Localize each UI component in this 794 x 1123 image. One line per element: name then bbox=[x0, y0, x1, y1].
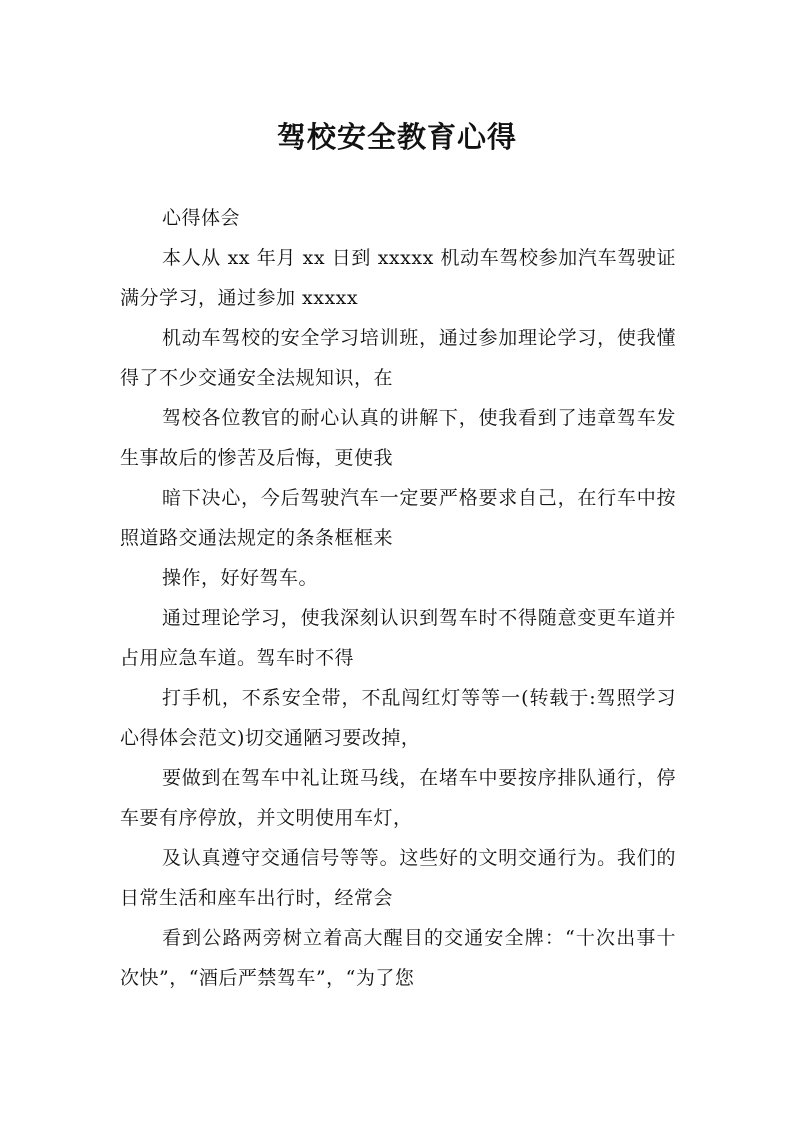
paragraph-8: 打手机，不系安全带，不乱闯红灯等等一(转载于:驾照学习心得体会范文)切交通陋习要改掉， bbox=[120, 687, 676, 749]
document-title: 驾校安全教育心得 bbox=[276, 120, 517, 155]
document-body bbox=[120, 198, 676, 998]
paragraph-10: 及认真遵守交通信号等等。这些好的文明交通行为。我们的日常生活和座车出行时，经常会 bbox=[120, 847, 676, 909]
paragraph-3: 机动车驾校的安全学习培训班，通过参加理论学习，使我懂得了不少交通安全法规知识，在 bbox=[120, 327, 676, 389]
paragraph-4: 驾校各位教官的耐心认真的讲解下，使我看到了违章驾车发生事故后的惨苦及后悔，更使我 bbox=[120, 407, 676, 469]
paragraph-1: 心得体会 bbox=[162, 207, 241, 229]
paragraph-5: 暗下决心，今后驾驶汽车一定要严格要求自己，在行车中按照道路交通法规定的条条框框来 bbox=[120, 487, 676, 549]
paragraph-2: 本人从 xx 年月 xx 日到 xxxxx 机动车驾校参加汽车驾驶证满分学习，通过参加 xxxxx bbox=[120, 247, 676, 309]
paragraph-9: 要做到在驾车中礼让斑马线，在堵车中要按序排队通行，停车要有序停放，并文明使用车灯， bbox=[120, 767, 676, 829]
paragraph-11: 看到公路两旁树立着高大醒目的交通安全牌：“十次出事十次快”，“酒后严禁驾车”，“为了您 bbox=[120, 927, 676, 989]
paragraph-7: 通过理论学习，使我深刻认识到驾车时不得随意变更车道并占用应急车道。驾车时不得 bbox=[120, 607, 676, 669]
paragraph-6: 操作，好好驾车。 bbox=[162, 567, 319, 589]
